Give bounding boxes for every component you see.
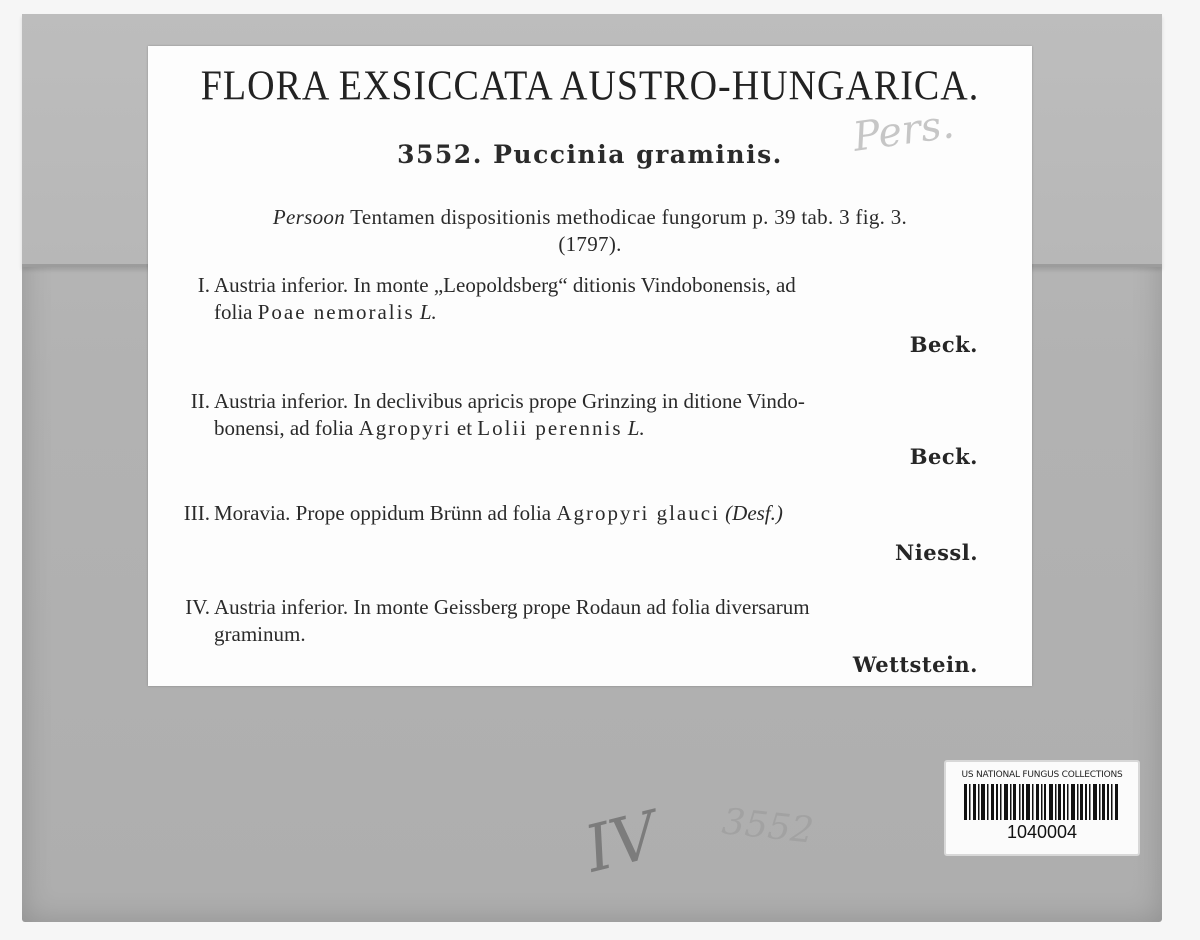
- host-name: Poae nemoralis: [257, 300, 415, 324]
- locality-text: folia: [214, 300, 253, 324]
- locality-line: Austria inferior. In monte Geissberg prope Rodaun ad folia diversarum: [214, 595, 810, 619]
- locality-numeral: III.: [183, 501, 210, 525]
- locality-line: [214, 500, 1008, 527]
- locality-4: [168, 594, 1008, 648]
- locality-line: [214, 415, 1008, 442]
- host-name: Agropyri: [358, 416, 452, 440]
- collector-2: Beck.: [909, 444, 978, 469]
- printed-label: [148, 46, 1032, 686]
- locality-1: [168, 272, 1008, 326]
- collector-4: Wettstein.: [852, 652, 978, 677]
- locality-line: Austria inferior. In monte „Leopoldsberg“ ditionis Vindobonensis, ad: [214, 273, 796, 297]
- citation-year: (1797).: [558, 232, 622, 256]
- host-name: Lolii perennis: [477, 416, 623, 440]
- host-author: L.: [419, 300, 437, 324]
- collector-3: Niessl.: [895, 540, 978, 565]
- barcode-label: [944, 760, 1140, 856]
- locality-text: Moravia. Prope oppidum Brünn ad folia: [214, 501, 552, 525]
- handwritten-roman-numeral: IV: [578, 798, 666, 888]
- locality-line: graminum.: [214, 622, 306, 646]
- citation-author: Persoon: [272, 205, 345, 229]
- host-author: (Desf.): [725, 501, 783, 525]
- barcode-icon: [964, 784, 1120, 820]
- exsiccata-number-taxon: 3552. Puccinia graminis.: [397, 140, 783, 169]
- locality-line: Austria inferior. In declivibus apricis prope Grinzing in ditione Vindo-: [214, 389, 805, 413]
- barcode-institution: US NATIONAL FUNGUS COLLECTIONS: [961, 770, 1123, 780]
- pencil-annotation: Pers.: [850, 101, 957, 161]
- host-author: L.: [627, 416, 645, 440]
- locality-text: bonensi, ad folia: [214, 416, 354, 440]
- locality-2: [168, 388, 1008, 442]
- collector-1: Beck.: [909, 332, 978, 357]
- citation: [148, 204, 1032, 258]
- locality-text: et: [456, 416, 473, 440]
- locality-numeral: IV.: [185, 595, 210, 619]
- host-name: Agropyri glauci: [556, 501, 720, 525]
- locality-line: [214, 299, 1008, 326]
- barcode-number: 1040004: [1006, 822, 1078, 842]
- handwritten-number: 3552: [720, 801, 816, 852]
- locality-numeral: I.: [197, 273, 210, 297]
- locality-3: [168, 500, 1008, 527]
- citation-text: Tentamen dispositionis methodicae fungorum p. 39 tab. 3 fig. 3.: [350, 205, 908, 229]
- label-title: FLORA EXSICCATA AUSTRO-HUNGARICA.: [200, 62, 980, 110]
- locality-numeral: II.: [190, 389, 210, 413]
